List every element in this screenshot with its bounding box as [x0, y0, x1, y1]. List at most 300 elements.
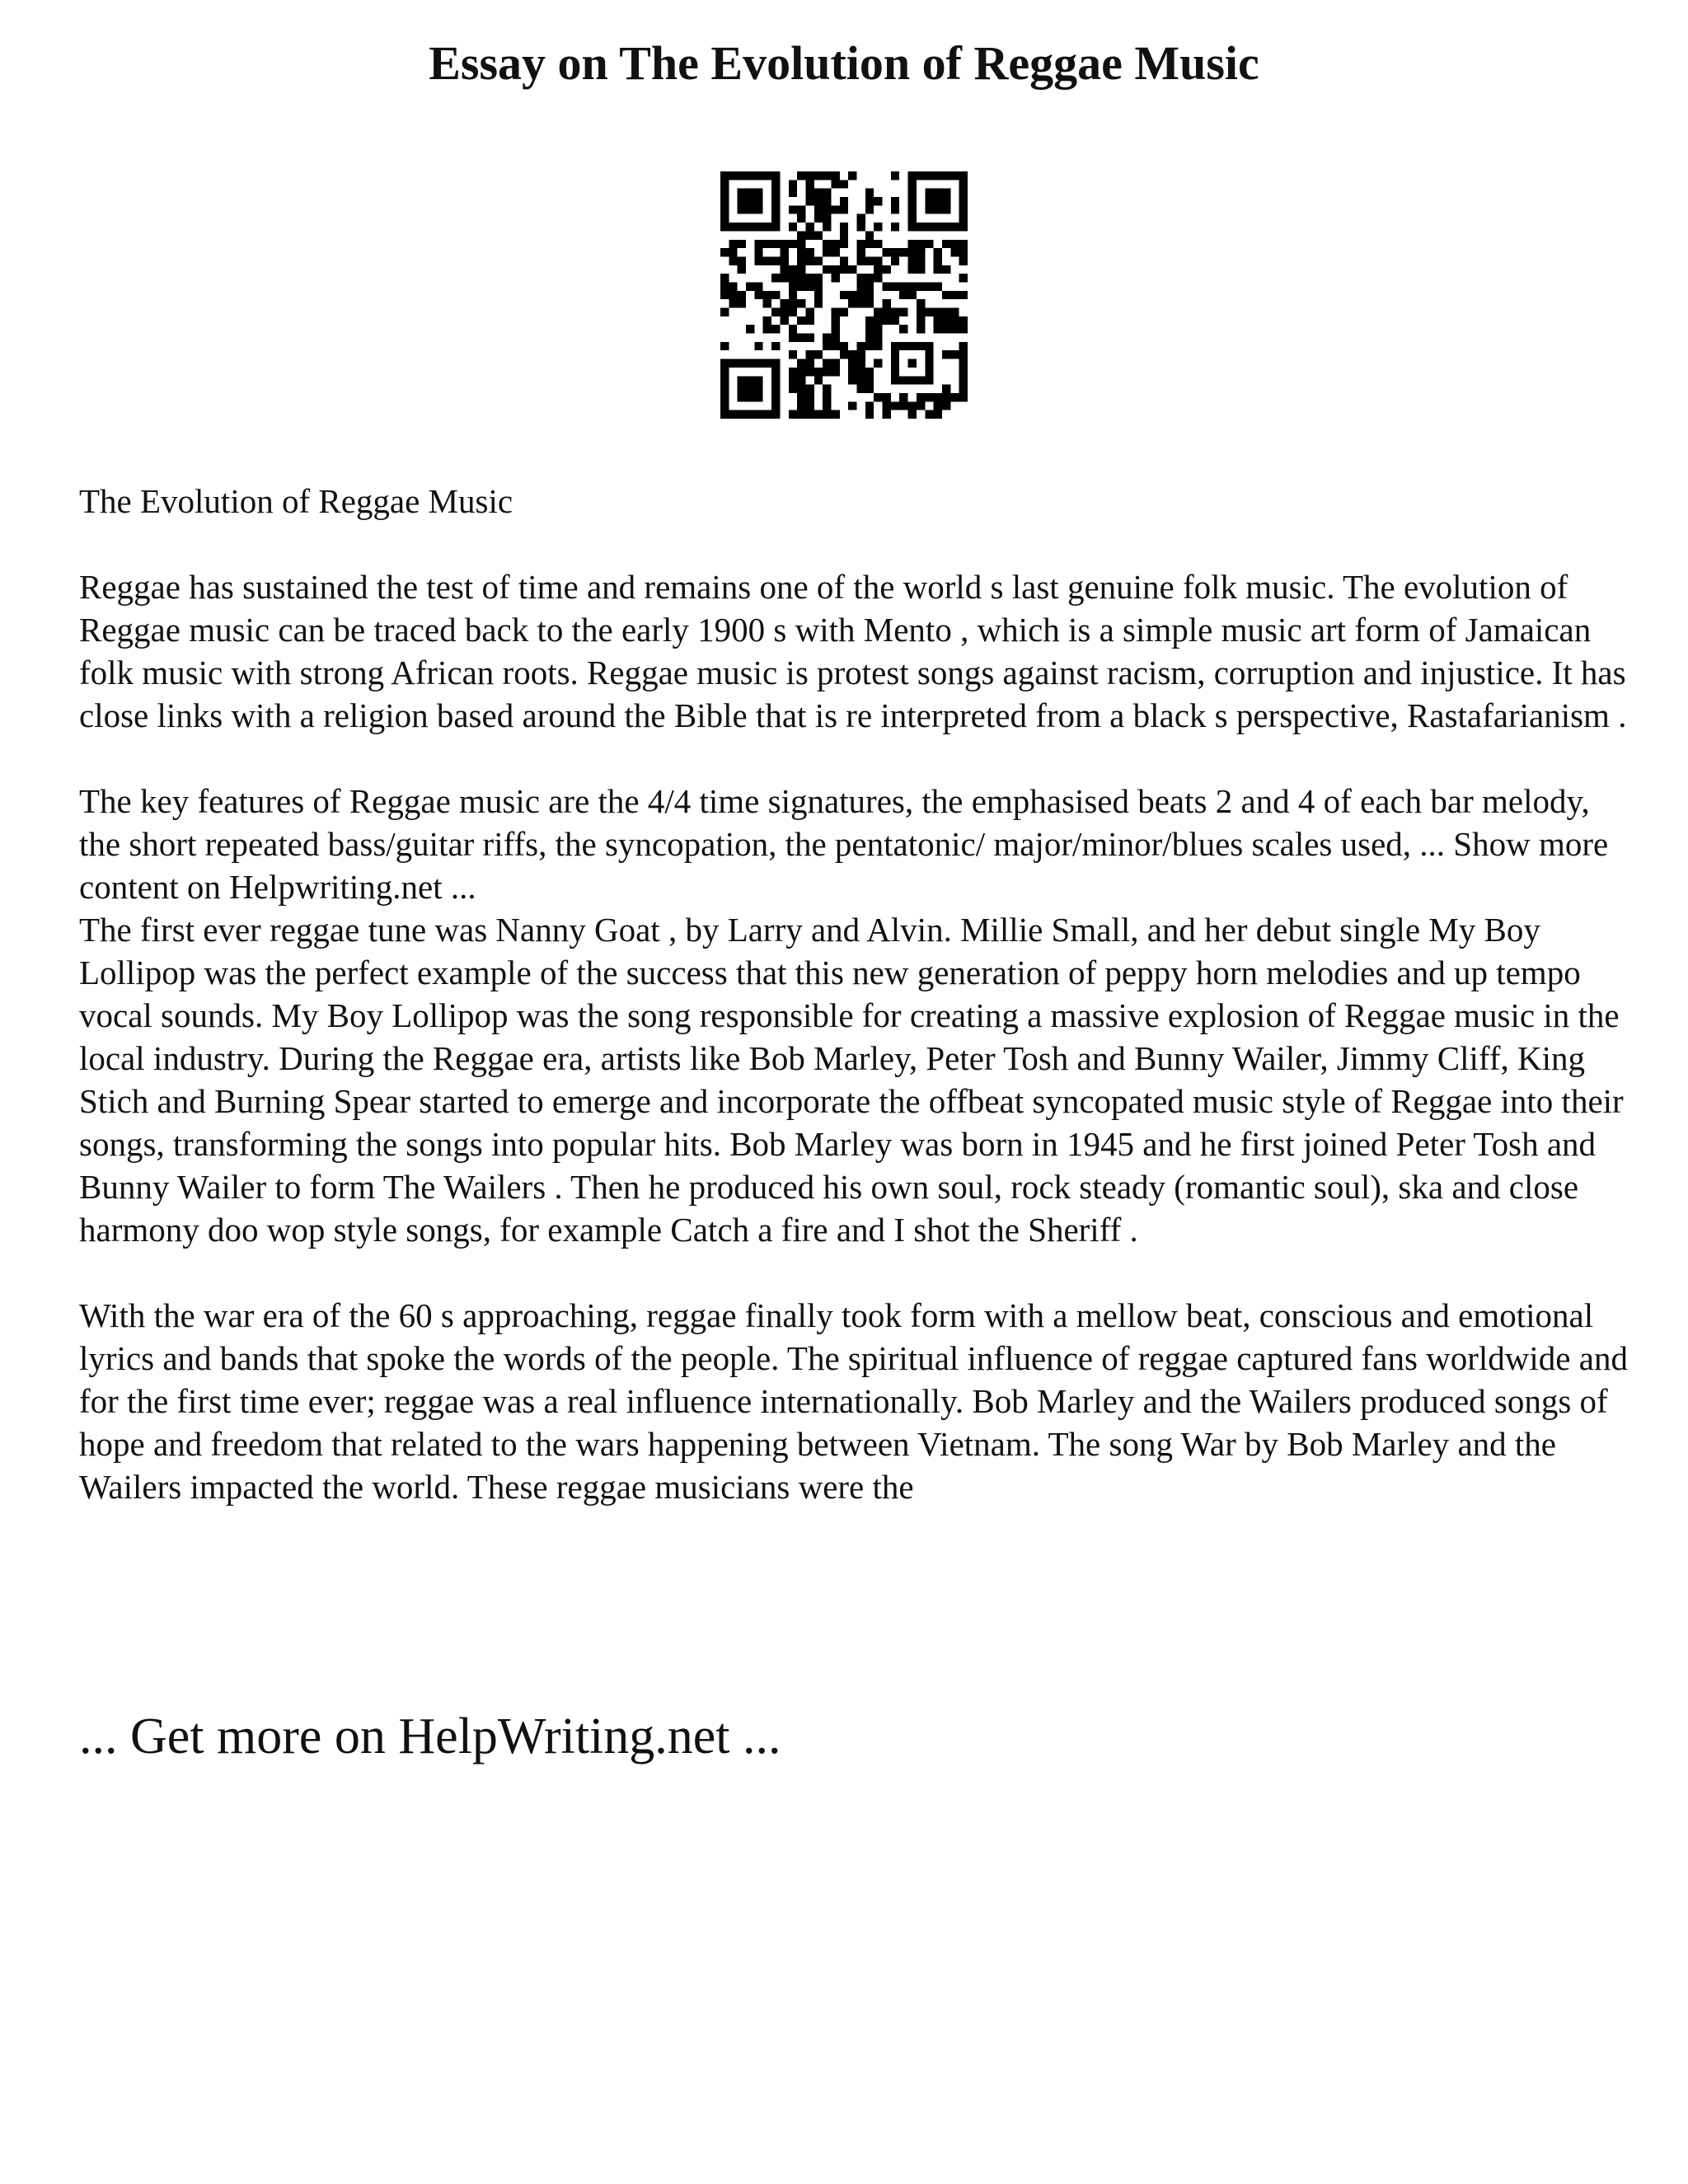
qr-module [831, 334, 839, 342]
qr-module [814, 282, 823, 290]
qr-code-graphic [720, 171, 968, 419]
qr-module [805, 282, 814, 290]
qr-module [857, 248, 865, 256]
qr-module [874, 274, 882, 282]
qr-module [814, 171, 823, 180]
qr-module [942, 240, 950, 248]
qr-module [797, 214, 805, 223]
qr-module [729, 240, 737, 248]
qr-module [848, 299, 856, 307]
qr-module [908, 240, 917, 248]
qr-module [814, 205, 823, 213]
qr-module [848, 359, 856, 368]
qr-module [823, 401, 831, 410]
qr-module [797, 205, 805, 213]
qr-module [865, 274, 874, 282]
qr-module [934, 248, 942, 256]
qr-module [823, 240, 831, 248]
qr-module [738, 240, 746, 248]
qr-module [840, 256, 848, 265]
qr-module [823, 248, 831, 256]
qr-module [780, 256, 788, 265]
qr-module [797, 376, 805, 384]
qr-code-icon [720, 171, 968, 419]
qr-module [899, 393, 907, 401]
qr-module [771, 256, 780, 265]
qr-module [934, 282, 942, 290]
qr-module [823, 342, 831, 350]
qr-module [823, 223, 831, 231]
qr-module [865, 256, 874, 265]
qr-module [814, 189, 823, 197]
qr-module [805, 274, 814, 282]
qr-module [814, 231, 823, 239]
qr-module [823, 171, 831, 180]
qr-module [865, 316, 874, 325]
qr-module [780, 274, 788, 282]
qr-module [865, 401, 874, 410]
qr-module [917, 265, 925, 274]
qr-module [763, 316, 771, 325]
qr-module [771, 308, 780, 316]
qr-module [865, 342, 874, 350]
qr-module [780, 299, 788, 307]
qr-module [899, 325, 907, 333]
qr-module [874, 393, 882, 401]
qr-module [780, 308, 788, 316]
qr-module [771, 291, 780, 299]
qr-module [746, 282, 754, 290]
qr-module [797, 410, 805, 419]
qr-module [917, 393, 925, 401]
qr-module [848, 265, 856, 274]
essay-body [79, 480, 1629, 1508]
qr-module [857, 291, 865, 299]
qr-module [797, 393, 805, 401]
qr-module [908, 410, 917, 419]
qr-module [771, 325, 780, 333]
qr-module [729, 299, 737, 307]
qr-module [959, 368, 968, 376]
qr-module [925, 282, 933, 290]
qr-module [865, 334, 874, 342]
qr-module [874, 334, 882, 342]
qr-module [754, 240, 762, 248]
qr-module [883, 282, 891, 290]
qr-module [857, 368, 865, 376]
qr-module [814, 299, 823, 307]
qr-module [848, 401, 856, 410]
document-title: Essay on The Evolution of Reggae Music [429, 36, 1259, 90]
qr-module [950, 350, 959, 359]
qr-module [831, 171, 839, 180]
get-more-link[interactable]: ... Get more on HelpWriting.net ... [79, 1708, 781, 1765]
qr-module [857, 350, 865, 359]
qr-module [959, 359, 968, 368]
qr-module [917, 299, 925, 307]
qr-module [959, 385, 968, 393]
qr-module [789, 265, 797, 274]
qr-module [848, 368, 856, 376]
qr-module [746, 325, 754, 333]
qr-module [805, 248, 814, 256]
qr-module [865, 368, 874, 376]
qr-module [754, 282, 762, 290]
qr-module [805, 359, 814, 368]
qr-module [865, 299, 874, 307]
qr-module [805, 385, 814, 393]
qr-module [823, 214, 831, 223]
qr-module [857, 256, 865, 265]
qr-module [950, 308, 959, 316]
qr-module [908, 291, 917, 299]
qr-module [840, 205, 848, 213]
qr-module [874, 197, 882, 205]
qr-module [917, 240, 925, 248]
qr-module [823, 205, 831, 213]
qr-module [805, 223, 814, 231]
qr-module [891, 197, 899, 205]
qr-module [917, 401, 925, 410]
qr-module [925, 240, 933, 248]
qr-module [857, 223, 865, 231]
qr-module [814, 274, 823, 282]
qr-module [942, 393, 950, 401]
qr-module [857, 359, 865, 368]
qr-module [857, 274, 865, 282]
qr-module [925, 308, 933, 316]
qr-module [814, 197, 823, 205]
qr-module [805, 180, 814, 188]
qr-module [891, 205, 899, 213]
qr-module [797, 231, 805, 239]
qr-module [865, 385, 874, 393]
qr-module [789, 240, 797, 248]
qr-module [857, 385, 865, 393]
qr-module [823, 189, 831, 197]
qr-module [908, 248, 917, 256]
qr-module [763, 299, 771, 307]
qr-module [823, 393, 831, 401]
qr-module [865, 231, 874, 239]
qr-module [899, 282, 907, 290]
qr-module [891, 282, 899, 290]
qr-module [789, 291, 797, 299]
qr-module [908, 282, 917, 290]
qr-module [857, 282, 865, 290]
qr-module [891, 308, 899, 316]
qr-module [789, 180, 797, 188]
qr-module [950, 393, 959, 401]
qr-module [883, 308, 891, 316]
qr-module [883, 316, 891, 325]
qr-module [865, 325, 874, 333]
qr-module [789, 385, 797, 393]
qr-module [780, 248, 788, 256]
qr-module [789, 205, 797, 213]
qr-module [917, 256, 925, 265]
qr-module [729, 282, 737, 290]
qr-module [763, 325, 771, 333]
qr-module [908, 401, 917, 410]
qr-module [720, 342, 729, 350]
qr-module [874, 308, 882, 316]
qr-module [848, 171, 856, 180]
qr-module [899, 291, 907, 299]
qr-module [874, 316, 882, 325]
qr-module [840, 231, 848, 239]
qr-module [763, 256, 771, 265]
qr-module [899, 248, 907, 256]
qr-module [789, 299, 797, 307]
qr-module [865, 410, 874, 419]
qr-module [805, 231, 814, 239]
qr-module [797, 385, 805, 393]
qr-module [823, 385, 831, 393]
qr-module [738, 256, 746, 265]
qr-module [934, 308, 942, 316]
qr-module [805, 350, 814, 359]
qr-module [908, 265, 917, 274]
qr-module [720, 248, 729, 256]
qr-module [789, 223, 797, 231]
qr-module [805, 410, 814, 419]
paragraph-gap [79, 523, 1629, 565]
qr-module [729, 291, 737, 299]
qr-module [771, 240, 780, 248]
qr-module [934, 325, 942, 333]
qr-module [917, 316, 925, 325]
qr-module [789, 368, 797, 376]
paragraph-gap [79, 737, 1629, 780]
qr-module [729, 256, 737, 265]
qr-module [959, 342, 968, 350]
qr-module [797, 248, 805, 256]
qr-module [789, 189, 797, 197]
qr-module [840, 240, 848, 248]
qr-module [823, 410, 831, 419]
qr-module [814, 291, 823, 299]
qr-module [959, 393, 968, 401]
qr-module [865, 282, 874, 290]
qr-module [874, 265, 882, 274]
qr-module [814, 410, 823, 419]
qr-module [934, 401, 942, 410]
qr-module [848, 291, 856, 299]
qr-module [857, 240, 865, 248]
qr-module [840, 180, 848, 188]
qr-module [942, 291, 950, 299]
qr-module [831, 368, 839, 376]
qr-module [917, 325, 925, 333]
qr-module [780, 240, 788, 248]
qr-module [891, 248, 899, 256]
qr-module [891, 223, 899, 231]
qr-module [823, 368, 831, 376]
qr-module [874, 325, 882, 333]
qr-module [840, 197, 848, 205]
qr-module [883, 410, 891, 419]
qr-module [814, 350, 823, 359]
qr-module [797, 368, 805, 376]
qr-module [720, 308, 729, 316]
qr-module [805, 334, 814, 342]
qr-module [883, 401, 891, 410]
qr-module [797, 282, 805, 290]
qr-module [848, 350, 856, 359]
qr-module [797, 299, 805, 307]
qr-module [899, 401, 907, 410]
qr-module [874, 256, 882, 265]
qr-module [805, 308, 814, 316]
essay-subtitle: The Evolution of Reggae Music [79, 482, 513, 520]
qr-module [805, 256, 814, 265]
qr-module [959, 256, 968, 265]
qr-module [831, 308, 839, 316]
qr-module [754, 256, 762, 265]
qr-module [797, 401, 805, 410]
qr-module [883, 393, 891, 401]
qr-module [814, 256, 823, 265]
qr-module [934, 393, 942, 401]
qr-module [831, 342, 839, 350]
qr-module [797, 240, 805, 248]
qr-module [831, 240, 839, 248]
qr-module [780, 316, 788, 325]
qr-module [917, 308, 925, 316]
qr-module [823, 197, 831, 205]
qr-module [874, 240, 882, 248]
essay-paragraph-2: The key features of Reggae music are the 4/4 time signatures, the emphasised beats 2 and 4 of each bar melody, the short repeated bass/guitar riffs, the syncopation, the pentatonic/ major/minor/blues scales used, ... Show more content on Helpwriting.net ... [79, 782, 1609, 906]
qr-module [831, 180, 839, 188]
qr-module [959, 240, 968, 248]
qr-module [831, 359, 839, 368]
qr-module [823, 359, 831, 368]
qr-module [840, 350, 848, 359]
qr-module [865, 240, 874, 248]
qr-module [891, 316, 899, 325]
qr-module [797, 265, 805, 274]
qr-module [891, 401, 899, 410]
qr-module [831, 325, 839, 333]
qr-module [720, 274, 729, 282]
qr-module [865, 205, 874, 213]
qr-module [823, 265, 831, 274]
qr-module [925, 410, 933, 419]
qr-module [763, 291, 771, 299]
qr-module [883, 299, 891, 307]
qr-module [789, 308, 797, 316]
qr-module [959, 316, 968, 325]
essay-paragraph-3: The first ever reggae tune was Nanny Goat , by Larry and Alvin. Millie Small, and her debut single My Boy Lollipop was the perfect example of the success that this new generation of peppy horn melodies and up tempo vocal sounds. My Boy Lollipop was the song responsible for creating a massive explosion of Reggae music in the local industry. During the Reggae era, artists like Bob Marley, Peter Tosh and Bunny Wailer, Jimmy Cliff, King Stich and Burning Spear started to emerge and incorporate the offbeat syncopated music style of Reggae into their songs, transforming the songs into popular hits. Bob Marley was born in 1945 and he first joined Peter Tosh and Bunny Wailer to form The Wailers . Then he produced his own soul, rock steady (romantic soul), ska and close harmony doo wop style songs, for example Catch a fire and I shot the Sheriff . [79, 911, 1624, 1249]
qr-module [797, 334, 805, 342]
qr-module [925, 393, 933, 401]
qr-module [789, 376, 797, 384]
qr-module [917, 282, 925, 290]
qr-module [959, 274, 968, 282]
qr-module [865, 291, 874, 299]
qr-module [789, 274, 797, 282]
qr-module [754, 248, 762, 256]
qr-module [883, 248, 891, 256]
qr-module [805, 393, 814, 401]
qr-module [840, 308, 848, 316]
qr-module [789, 350, 797, 359]
qr-module [738, 291, 746, 299]
qr-module [934, 256, 942, 265]
qr-module [874, 223, 882, 231]
qr-module [959, 291, 968, 299]
qr-module [814, 214, 823, 223]
qr-module [789, 334, 797, 342]
essay-paragraph-1: Reggae has sustained the test of time and remains one of the world s last genuine folk music. The evolution of Reggae music can be traced back to the early 1900 s with Mento , which is a simple music art form of Jamaican folk music with strong African roots. Reggae music is protest songs against racism, corruption and injustice. It has close links with a religion based around the Bible that is re interpreted from a black s perspective, Rastafarianism . [79, 568, 1627, 734]
qr-module [942, 265, 950, 274]
qr-module [934, 265, 942, 274]
qr-module [942, 350, 950, 359]
qr-module [874, 359, 882, 368]
qr-module [857, 376, 865, 384]
qr-module [771, 342, 780, 350]
qr-module [848, 376, 856, 384]
qr-module [720, 291, 729, 299]
qr-module [814, 376, 823, 384]
qr-module [805, 368, 814, 376]
qr-module [797, 256, 805, 265]
qr-module [789, 410, 797, 419]
qr-module [857, 214, 865, 223]
qr-module [738, 265, 746, 274]
qr-module [874, 342, 882, 350]
qr-module [840, 223, 848, 231]
qr-module [797, 316, 805, 325]
qr-module [805, 316, 814, 325]
qr-module [797, 359, 805, 368]
qr-module [857, 342, 865, 350]
qr-module [789, 282, 797, 290]
qr-module [959, 325, 968, 333]
paragraph-gap [79, 1251, 1629, 1294]
qr-module [959, 248, 968, 256]
qr-module [840, 342, 848, 350]
qr-module [763, 240, 771, 248]
qr-module [720, 282, 729, 290]
qr-module [942, 401, 950, 410]
qr-module [950, 248, 959, 256]
qr-module [917, 248, 925, 256]
qr-module [857, 299, 865, 307]
qr-module [865, 376, 874, 384]
qr-module [891, 171, 899, 180]
qr-module [831, 274, 839, 282]
qr-module [789, 325, 797, 333]
qr-module [771, 274, 780, 282]
qr-module [934, 410, 942, 419]
qr-module [831, 410, 839, 419]
qr-module [950, 291, 959, 299]
qr-module [805, 189, 814, 197]
qr-module [959, 376, 968, 384]
qr-module [959, 350, 968, 359]
qr-module [823, 334, 831, 342]
qr-module [738, 299, 746, 307]
qr-module [950, 316, 959, 325]
qr-module [934, 316, 942, 325]
qr-module [780, 265, 788, 274]
qr-module [950, 325, 959, 333]
qr-module [729, 248, 737, 256]
qr-module [805, 171, 814, 180]
qr-module [831, 316, 839, 325]
